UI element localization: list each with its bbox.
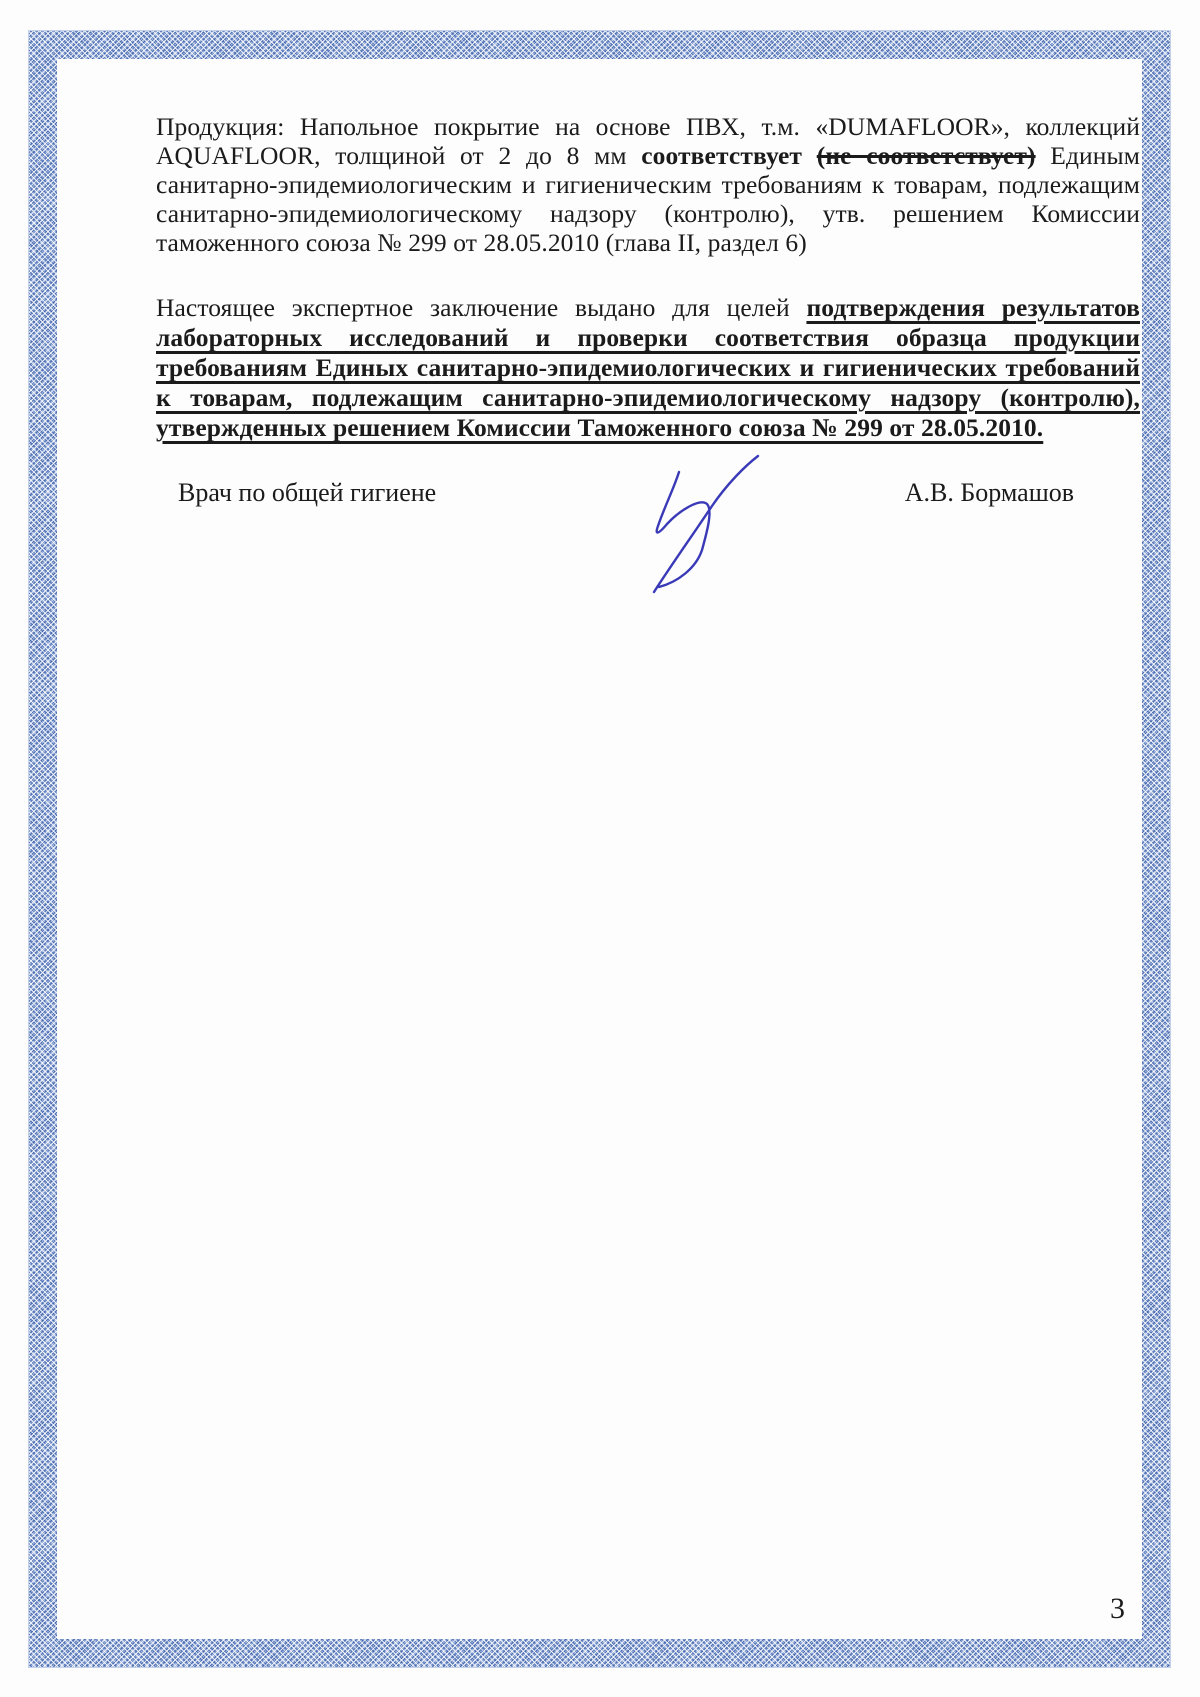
verdict-not-conforms-strikethrough: (не соответствует) [816, 141, 1036, 170]
page-number: 3 [1110, 1592, 1125, 1625]
verdict-conforms-text: соответствует [641, 141, 803, 170]
handwritten-signature-icon [640, 448, 770, 603]
purpose-emphasized-text: подтверждения результатов лабораторных исследований и проверки соответствия образца продукции требованиям Единых санитарно-эпидемиологических и гигиенических требований к товарам, подлежащим санитарно-эпидемиологическому надзору (контролю), утвержденных решением Комиссии Таможенного союза № 299 от 28.05.2010. [156, 293, 1140, 442]
paragraph1-text-end: Единым санитарно-эпидемиологическим и гигиеническим требованиям к товарам, подлежащим санитарно-эпидемиологическому надзору (контролю), утв. решением Комиссии таможенного союза № 299 от 28.05.2010 (глава II, раздел 6) [156, 141, 1140, 257]
document-body [156, 112, 1140, 443]
paragraph1-text-start: Продукция: Напольное покрытие на основе ПВХ, т.м. «DUMAFLOOR», коллекций AQUAFLOOR, толщиной от 2 до 8 мм [156, 112, 1140, 170]
signer-name-label: А.В. Бормашов [904, 478, 1074, 507]
product-conformity-paragraph [156, 112, 1140, 257]
signer-role-label: Врач по общей гигиене [178, 478, 437, 507]
paragraph2-text-start: Настоящее экспертное заключение выдано для целей [156, 293, 790, 322]
conclusion-purpose-paragraph [156, 293, 1140, 443]
